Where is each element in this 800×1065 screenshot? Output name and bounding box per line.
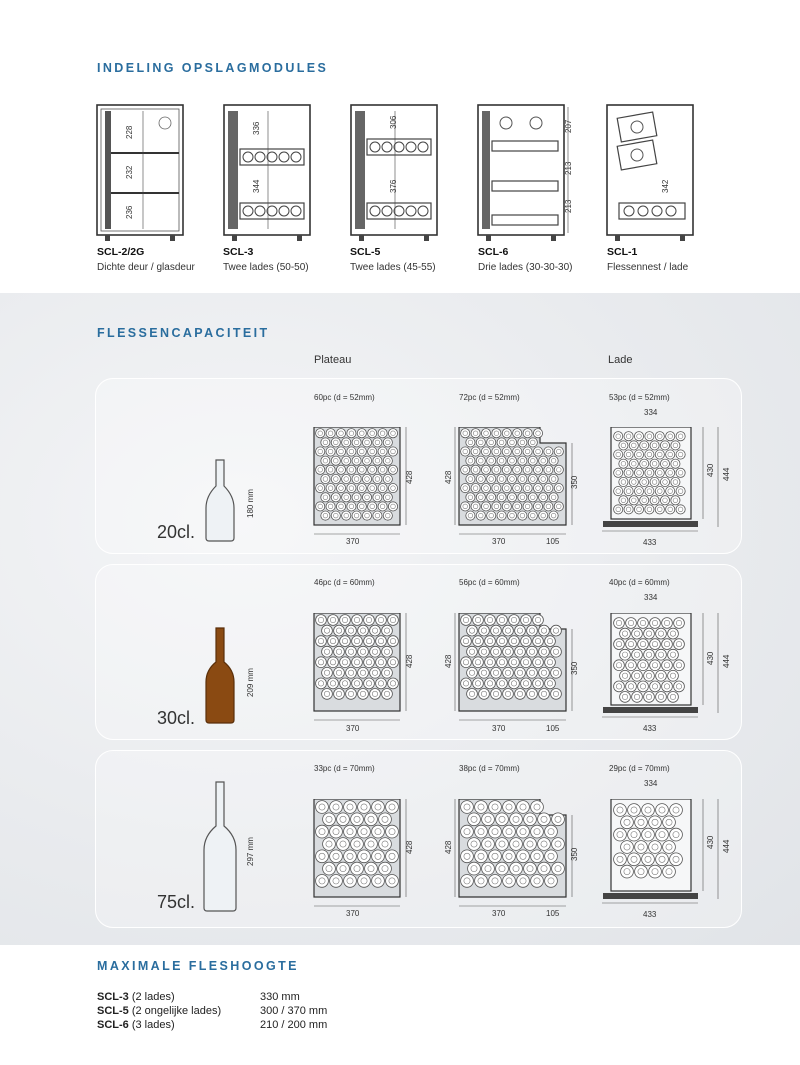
dim-label: 350	[570, 847, 579, 861]
capacity-label: 33pc (d = 70mm)	[314, 764, 375, 773]
module-desc: Flessennest / lade	[607, 262, 689, 273]
dim-label: 428	[405, 840, 414, 854]
dim-label: 370	[492, 724, 506, 733]
dim-label: 433	[643, 538, 657, 547]
dim-label: 236	[125, 205, 134, 219]
module-code: SCL-3	[223, 246, 254, 258]
dim-label: 232	[125, 165, 134, 179]
dim-label: 370	[346, 909, 360, 918]
dim-label: 334	[644, 593, 658, 602]
capacity-label: 53pc (d = 52mm)	[609, 393, 670, 402]
dim-label: 228	[125, 125, 134, 139]
dim-label: 207	[564, 119, 573, 133]
module-desc: Dichte deur / glasdeur	[97, 262, 195, 273]
dim-label: 370	[346, 724, 360, 733]
capacity-label: 46pc (d = 60mm)	[314, 578, 375, 587]
dim-label: 334	[644, 408, 658, 417]
module-scl-1	[605, 103, 715, 243]
dim-label: 428	[444, 470, 453, 484]
bottle-height-label: 297 mm	[246, 837, 255, 866]
bottle-grid-illustration	[0, 613, 800, 728]
dim-label: 370	[346, 537, 360, 546]
dim-label: 370	[492, 537, 506, 546]
bottle-30cl-icon	[200, 626, 240, 726]
spec-value: 210 / 200 mm	[260, 1019, 328, 1031]
module-desc: Drie lades (30-30-30)	[478, 262, 573, 273]
module-code: SCL-1	[607, 246, 638, 258]
dim-label: 430	[706, 835, 715, 849]
capacity-label: 56pc (d = 60mm)	[459, 578, 520, 587]
dim-label: 334	[644, 779, 658, 788]
dim-label: 428	[405, 470, 414, 484]
module-desc: Twee lades (50-50)	[223, 262, 309, 273]
module-scl-6	[476, 103, 586, 243]
dim-label: 105	[546, 724, 560, 733]
capacity-label: 29pc (d = 70mm)	[609, 764, 670, 773]
capacity-label: 60pc (d = 52mm)	[314, 393, 375, 402]
dim-label: 430	[706, 463, 715, 477]
dim-label: 444	[722, 654, 731, 668]
dim-label: 428	[444, 654, 453, 668]
capacity-label: 40pc (d = 60mm)	[609, 578, 670, 587]
module-code: SCL-5	[350, 246, 381, 258]
dim-label: 433	[643, 724, 657, 733]
capacity-label: 72pc (d = 52mm)	[459, 393, 520, 402]
spec-value: 300 / 370 mm	[260, 1005, 328, 1017]
bottle-grid-illustration	[0, 427, 800, 542]
capacity-heading: FLESSENCAPACITEIT	[97, 326, 270, 340]
module-scl-2	[95, 103, 205, 243]
spec-row	[97, 1019, 175, 1031]
bottle-size-label: 30cl.	[157, 708, 196, 728]
module-code: SCL-6	[478, 246, 509, 258]
spec-value: 330 mm	[260, 991, 300, 1003]
spec-code: SCL-3	[97, 991, 129, 1003]
spec-note: (2 lades)	[131, 991, 175, 1003]
bottle-grid-illustration	[0, 799, 800, 914]
bottle-height-label: 209 mm	[246, 668, 255, 697]
dim-label: 213	[564, 199, 573, 213]
dim-label: 350	[570, 475, 579, 489]
column-label-lade: Lade	[608, 354, 633, 366]
dim-label: 444	[722, 467, 731, 481]
capacity-label: 38pc (d = 70mm)	[459, 764, 520, 773]
height-heading: MAXIMALE FLESHOOGTE	[97, 959, 299, 973]
dim-label: 433	[643, 910, 657, 919]
dim-label: 105	[546, 537, 560, 546]
dim-label: 342	[661, 179, 670, 193]
spec-row	[97, 991, 175, 1003]
dim-label: 105	[546, 909, 560, 918]
module-desc: Twee lades (45-55)	[350, 262, 436, 273]
spec-row	[97, 1005, 221, 1017]
dim-label: 336	[252, 121, 261, 135]
dim-label: 428	[405, 654, 414, 668]
module-scl-3	[222, 103, 332, 243]
dim-label: 444	[722, 839, 731, 853]
dim-label: 428	[444, 840, 453, 854]
layout-heading: INDELING OPSLAGMODULES	[97, 61, 329, 75]
column-label-plateau: Plateau	[314, 354, 352, 366]
dim-label: 350	[570, 661, 579, 675]
bottle-height-label: 180 mm	[246, 489, 255, 518]
spec-note: (2 ongelijke lades)	[131, 1005, 222, 1017]
bottle-size-label: 20cl.	[157, 522, 196, 542]
dim-label: 213	[564, 161, 573, 175]
dim-label: 430	[706, 651, 715, 665]
module-scl-5	[349, 103, 459, 243]
dim-label: 370	[492, 909, 506, 918]
spec-code: SCL-6	[97, 1019, 129, 1031]
dim-label: 306	[389, 115, 398, 129]
spec-code: SCL-5	[97, 1005, 129, 1017]
bottle-75cl-icon	[198, 780, 242, 914]
module-code: SCL-2/2G	[97, 246, 145, 258]
bottle-20cl-icon	[200, 458, 240, 542]
dim-label: 344	[252, 179, 261, 193]
bottle-size-label: 75cl.	[157, 892, 196, 912]
spec-note: (3 lades)	[131, 1019, 175, 1031]
dim-label: 376	[389, 179, 398, 193]
